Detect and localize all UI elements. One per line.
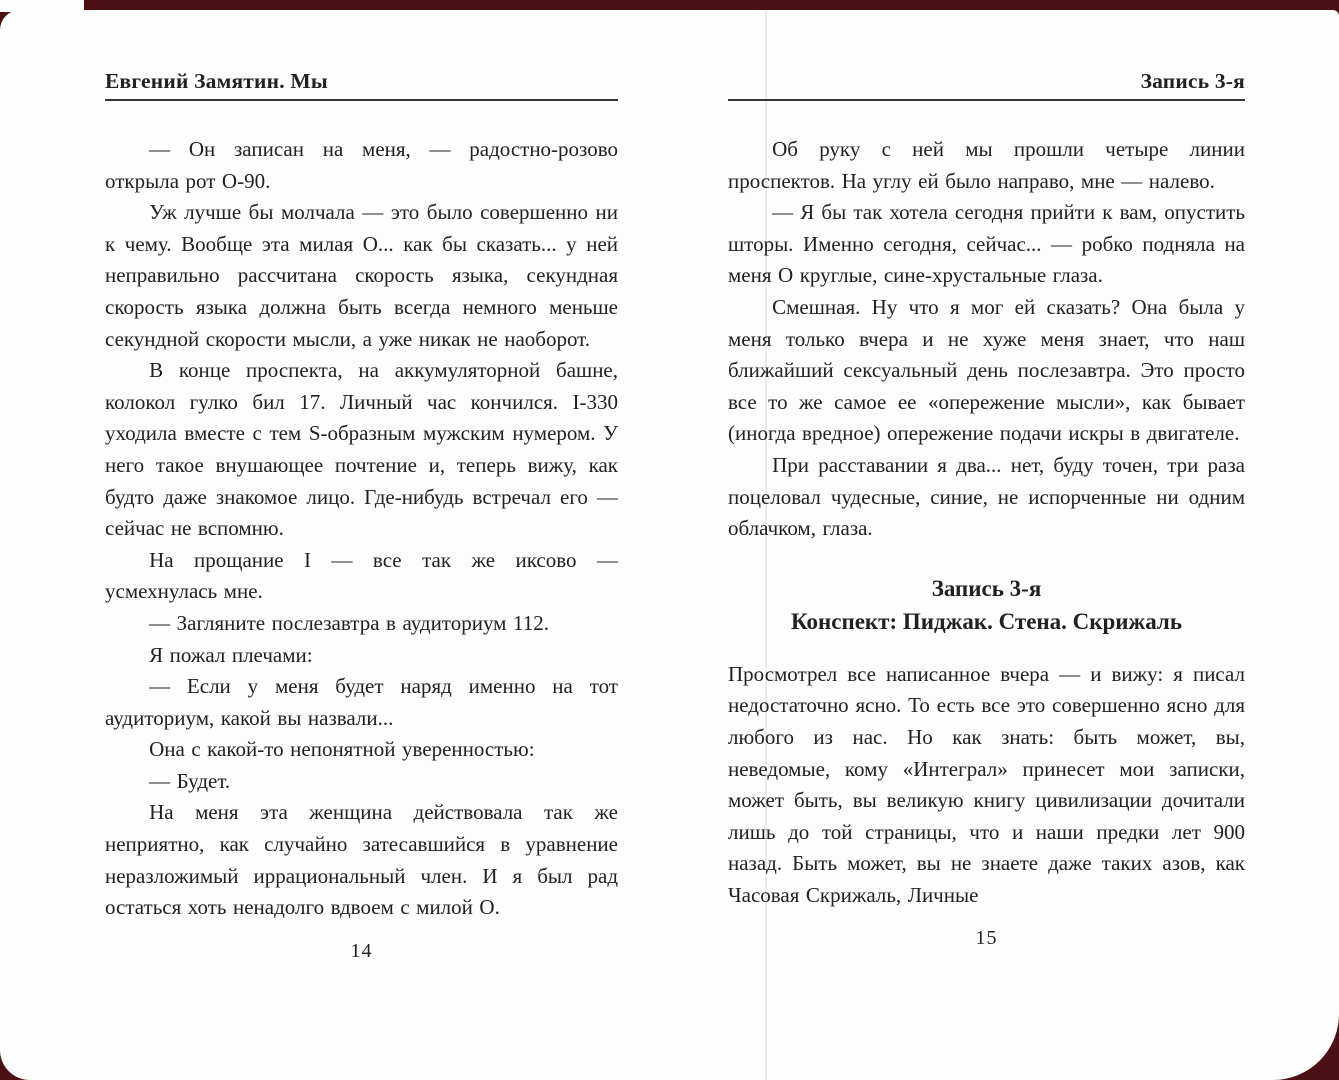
paragraph: При расставании я два... нет, буду точен, три раза поцеловал чудесные, синие, не испорченные ни одним облачком, глаза. (728, 452, 1245, 541)
paragraph: — Если у меня будет наряд именно на тот аудиториум, какой вы назвали... (105, 674, 618, 730)
page-right (728, 68, 1245, 950)
page-edge-top-left (0, 0, 84, 12)
section-heading-line1: Запись 3-я (931, 575, 1042, 601)
paragraph: — Будет. (149, 768, 231, 793)
body-text-right-top (728, 134, 1245, 545)
paragraph: Уж лучше бы молчала — это было совершенно ни к чему. Вообще эта милая О... как бы сказать... у ней неправильно рассчитана скорость языка, секундная скорость языка должна быть всегда немного меньше секундной скорости мысли, а уже никак не наоборот. (105, 200, 618, 351)
paragraph: На прощание I — все так же иксово — усмехнулась мне. (105, 547, 618, 604)
page-number-right: 15 (975, 927, 998, 950)
paragraph: В конце проспекта, на аккумуляторной башне, колокол гулко бил 17. Личный час кончился. I-330 уходила вместе с тем S-образным мужским нумером. У него такое внушающее почтение и, теперь вижу, как будто даже знакомое лицо. Где-нибудь встречал его — сейчас не вспомню. (105, 358, 618, 541)
page-number-left: 14 (350, 939, 373, 962)
paragraph: — Я бы так хотела сегодня прийти к вам, опустить шторы. Именно сегодня, сейчас... — робко подняла на меня О круглые, сине-хрустальные глаза. (728, 200, 1245, 288)
body-text-right-bottom (728, 659, 1245, 912)
paragraph: Я пожал плечами: (149, 642, 313, 667)
book-spread (0, 10, 1339, 1080)
paragraph: Об руку с ней мы прошли четыре линии проспектов. На углу ей было направо, мне — налево. (728, 137, 1245, 193)
section-heading (728, 572, 1245, 638)
page-left (105, 68, 618, 963)
paragraph: — Загляните послезавтра в аудиториум 112. (149, 610, 549, 635)
paragraph: — Он записан на меня, — радостно-розово открыла рот О-90. (105, 137, 618, 193)
header-rule-right (728, 99, 1245, 101)
header-rule-left (105, 99, 618, 101)
paragraph: Она с какой-то непонятной уверенностью: (149, 737, 535, 762)
paragraph: На меня эта женщина действовала так же неприятно, как случайно затесавшийся в уравнение неразложимый иррациональный член. И я был рад остаться хоть ненадолго вдвоем с милой О. (105, 800, 618, 920)
paragraph: Просмотрел все написанное вчера — и вижу: я писал недостаточно ясно. То есть все это совершенно ясно для любого из нас. Но как знать: быть может, вы, неведомые, кому «Интеграл» принесет мои записки, может быть, вы великую книгу цивилизации дочитали лишь до той страницы, что и наши предки лет 900 назад. Быть может, вы не знаете даже таких азов, как Часовая Скрижаль, Личные (728, 661, 1245, 907)
running-header-left: Евгений Замятин. Мы (105, 69, 328, 93)
running-header-right: Запись 3-я (1140, 69, 1245, 93)
paragraph: Смешная. Ну что я мог ей сказать? Она была у меня только вчера и не хуже меня знает, что наш ближайший сексуальный день послезавтра. Это просто все то же самое ее «опережение мысли», как бывает (иногда вредное) опережение подачи искры в двигателе. (728, 294, 1245, 446)
body-text-left (105, 134, 618, 924)
section-heading-line2: Конспект: Пиджак. Стена. Скрижаль (790, 608, 1183, 634)
